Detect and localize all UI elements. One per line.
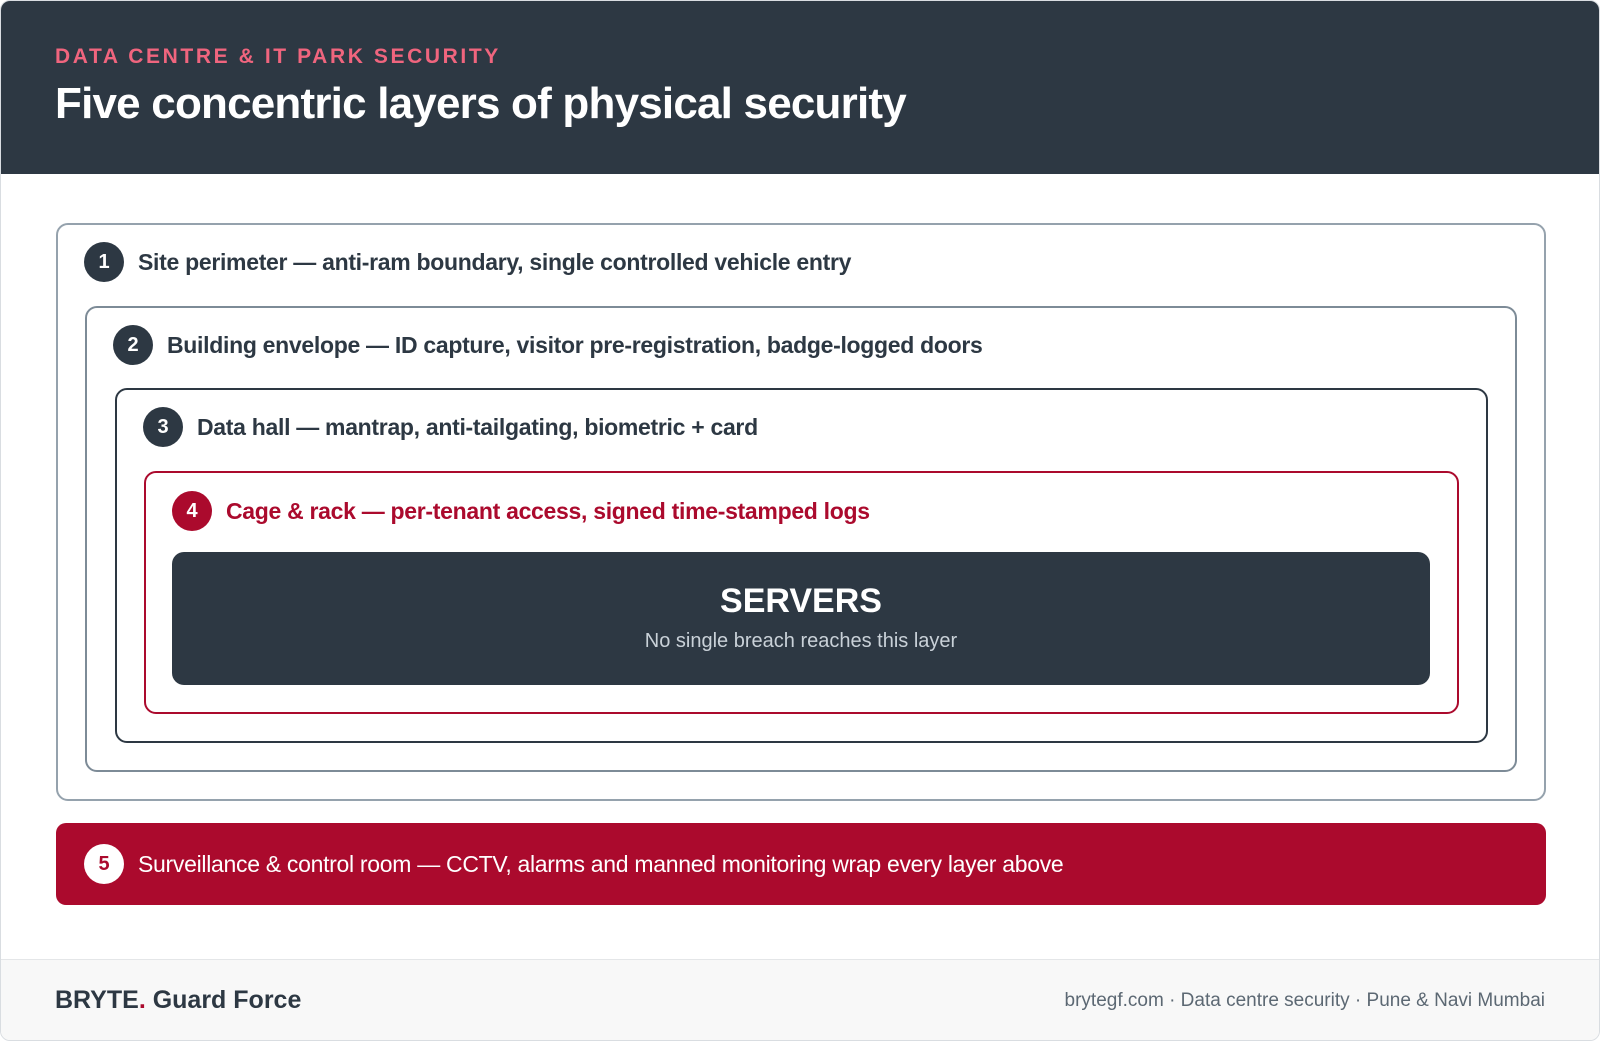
page-title: Five concentric layers of physical security xyxy=(55,79,906,128)
layer-surveillance xyxy=(56,823,1546,905)
layer-4-label: Cage & rack — per-tenant access, signed time-stamped logs xyxy=(226,497,870,524)
brand-logo xyxy=(55,986,301,1015)
header xyxy=(1,1,1599,174)
layer-2-row xyxy=(113,325,983,365)
servers-core xyxy=(172,552,1430,685)
footer xyxy=(1,959,1599,1041)
layer-4-badge: 4 xyxy=(172,491,212,531)
footer-meta: brytegf.com · Data centre security · Pune & Navi Mumbai xyxy=(1064,990,1545,1011)
layer-1-badge: 1 xyxy=(84,242,124,282)
brand-suffix: Guard Force xyxy=(145,986,302,1014)
header-eyebrow: DATA CENTRE & IT PARK SECURITY xyxy=(55,45,501,68)
layer-2-badge: 2 xyxy=(113,325,153,365)
servers-title: SERVERS xyxy=(720,582,882,620)
brand-dot: . xyxy=(138,986,146,1014)
layer-3-label: Data hall — mantrap, anti-tailgating, biometric + card xyxy=(197,413,758,440)
layer-5-row xyxy=(84,844,1063,884)
servers-subtitle: No single breach reaches this layer xyxy=(644,630,958,652)
layer-4-row xyxy=(172,491,870,531)
layer-5-label: Surveillance & control room — CCTV, alarms and manned monitoring wrap every layer above xyxy=(138,850,1064,877)
layer-2-label: Building envelope — ID capture, visitor pre-registration, badge-logged doors xyxy=(167,331,983,358)
layer-5-badge: 5 xyxy=(84,844,124,884)
layer-3-row xyxy=(143,407,758,447)
layer-1-row xyxy=(84,242,851,282)
layer-3-badge: 3 xyxy=(143,407,183,447)
brand-name: BRYTE xyxy=(55,986,139,1014)
layer-1-label: Site perimeter — anti-ram boundary, single controlled vehicle entry xyxy=(138,248,852,275)
